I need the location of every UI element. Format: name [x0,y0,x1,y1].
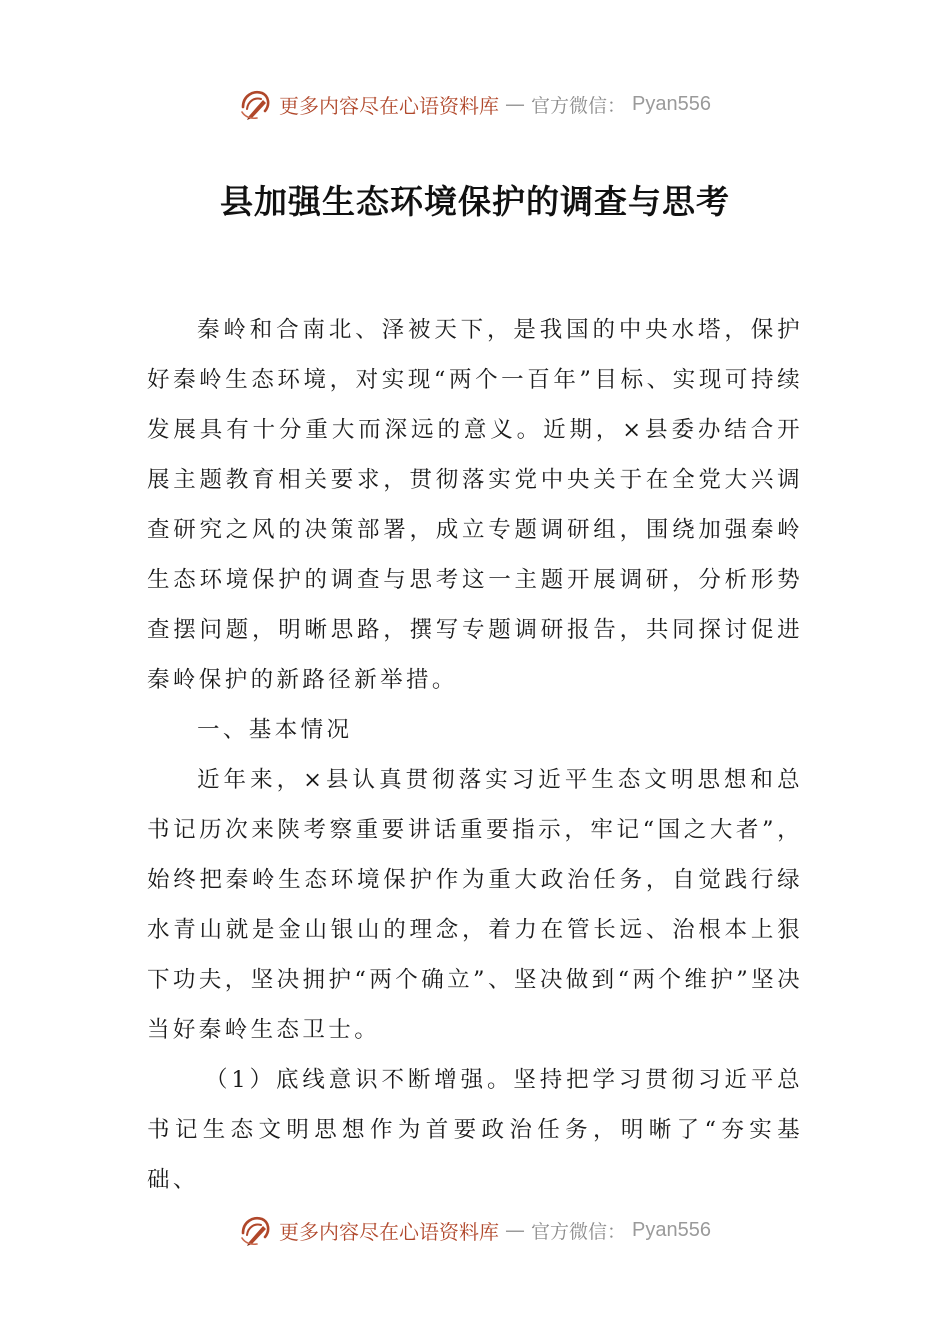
banner-dash: — [505,92,525,116]
banner-account: Pyan556 [632,92,711,115]
paragraph-intro: 秦岭和合南北、泽被天下，是我国的中央水塔，保护好秦岭生态环境，对实现“两个一百年”目标、实现可持续发展具有十分重大而深远的意义。近期，×县委办结合开展主题教育相关要求，贯彻落实党中央关于在全党大兴调查研究之风的决策部署，成立专题调研组，围绕加强秦岭生态环境保护的调查与思考这一主题开展调研，分析形势查摆问题，明晰思路，撰写专题调研报告，共同探讨促进秦岭保护的新路径新举措。 [147,317,803,693]
banner-label: 官方微信： [531,94,627,117]
pen-swirl-logo-icon [239,87,273,121]
banner-tagline: 更多内容尽在心语资料库 [279,93,499,118]
header-banner [0,84,950,124]
banner-dash: — [505,1218,525,1242]
document-body [147,305,803,1205]
paragraph-item-1: （1）底线意识不断增强。坚持把学习贯彻习近平总书记生态文明思想作为首要政治任务，明晰了“夯实基础、 [147,1067,803,1193]
document-title: 县加强生态环境保护的调查与思考 [220,182,730,221]
pen-swirl-logo-icon [239,1213,273,1247]
footer-banner [0,1210,950,1250]
banner-label: 官方微信： [531,1220,627,1243]
banner-account: Pyan556 [632,1218,711,1241]
section-heading: 一、基本情况 [197,717,353,743]
banner-tagline: 更多内容尽在心语资料库 [279,1219,499,1244]
paragraph-basic-situation: 近年来，×县认真贯彻落实习近平生态文明思想和总书记历次来陕考察重要讲话重要指示，牢记“国之大者”，始终把秦岭生态环境保护作为重大政治任务，自觉践行绿水青山就是金山银山的理念，着力在管长远、治根本上狠下功夫，坚决拥护“两个确立”、坚决做到“两个维护”坚决当好秦岭生态卫士。 [147,767,803,1043]
